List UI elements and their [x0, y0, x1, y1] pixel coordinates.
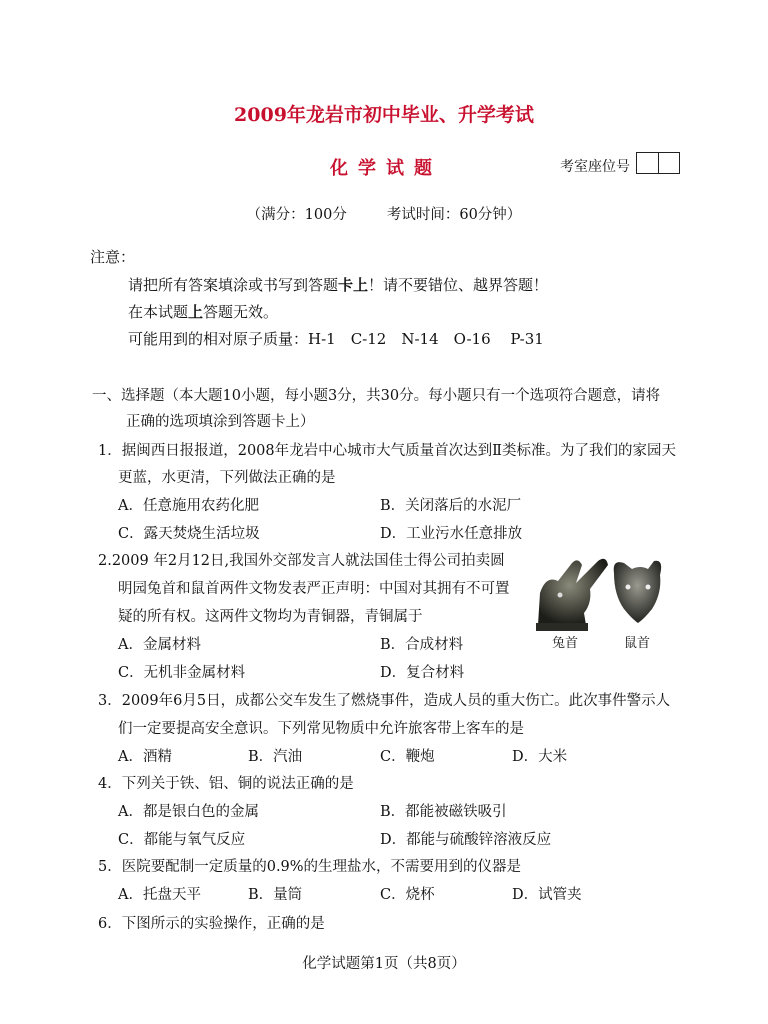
q1-option-a: A．任意施用农药化肥 [118, 498, 259, 514]
q2-option-b: B．合成材料 [380, 637, 464, 653]
q1-stem: 1．据闽西日报报道，2008年龙岩中心城市大气质量首次达到Ⅱ类标准。为了我们的家园天 [98, 443, 676, 459]
q2-option-d: D．复合材料 [380, 665, 465, 681]
q5-option-c: C．烧杯 [380, 887, 435, 903]
seat-digit-2[interactable] [659, 153, 680, 173]
q2-stem: 2.2009 年2月12日,我国外交部发言人就法国佳士得公司拍卖圆 [98, 553, 505, 569]
q4-option-c: C．都能与氧气反应 [118, 832, 246, 848]
subject-title: 化学试题 [330, 158, 442, 179]
q3-stem: 3．2009年6月5日，成都公交车发生了燃烧事件，造成人员的重大伤亡。此次事件警示人 [98, 693, 671, 709]
q4-stem: 4．下列关于铁、铝、铜的说法正确的是 [98, 776, 354, 792]
exam-meta [0, 203, 768, 224]
q2-option-a: A．金属材料 [118, 637, 201, 653]
q1-option-b: B．关闭落后的水泥厂 [380, 498, 522, 514]
q6-stem: 6．下图所示的实验操作，正确的是 [98, 916, 325, 932]
notice-line-1: 请把所有答案填涂或书写到答题卡上！请不要错位、越界答题！ [128, 276, 549, 294]
q4-option-b: B．都能被磁铁吸引 [380, 804, 507, 820]
q3-option-b: B．汽油 [248, 749, 303, 765]
q4-option-d: D．都能与硫酸锌溶液反应 [380, 832, 552, 848]
seat-number-box[interactable] [636, 152, 680, 174]
q3-option-a: A．酒精 [118, 749, 172, 765]
seat-number-label: 考室座位号 [560, 159, 630, 175]
rabbit-head-caption: 兔首 [552, 636, 579, 651]
q5-option-d: D．试管夹 [512, 887, 582, 903]
rabbit-head-icon [536, 559, 608, 631]
q4-option-a: A．都是银白色的金属 [118, 804, 259, 820]
notice-line-3: 可能用到的相对原子质量：H-1 C-12 N-14 O-16 P-31 [128, 330, 544, 348]
q3-option-d: D．大米 [512, 749, 568, 765]
q2-stem-cont-2: 疑的所有权。这两件文物均为青铜器，青铜属于 [118, 609, 423, 625]
q1-option-d: D．工业污水任意排放 [380, 526, 523, 542]
bronze-heads-figure [528, 553, 664, 653]
q3-stem-cont: 们一定要提高安全意识。下列常见物质中允许旅客带上客车的是 [118, 721, 524, 737]
q5-stem: 5．医院要配制一定质量的0.9%的生理盐水，不需要用到的仪器是 [98, 859, 522, 875]
exam-title: 2009年龙岩市初中毕业、升学考试 [234, 104, 534, 126]
notice-line-2: 在本试题上答题无效。 [128, 303, 279, 321]
q5-option-b: B．量筒 [248, 887, 303, 903]
seat-digit-1[interactable] [637, 153, 659, 173]
section-heading: 一、选择题（本大题10小题，每小题3分，共30分。每小题只有一个选项符合题意，请将 [92, 388, 661, 404]
q5-option-a: A．托盘天平 [118, 887, 201, 903]
rat-head-caption: 鼠首 [624, 636, 651, 651]
q3-option-c: C．鞭炮 [380, 749, 435, 765]
q2-stem-cont: 明园兔首和鼠首两件文物发表严正声明：中国对其拥有不可置 [118, 581, 510, 597]
rat-head-icon [614, 561, 661, 623]
full-score: （满分：100分 [246, 207, 347, 223]
q1-stem-cont: 更蓝，水更清，下列做法正确的是 [118, 470, 336, 486]
exam-time: 考试时间：60分钟） [386, 207, 522, 223]
notice-heading: 注意： [90, 248, 136, 266]
section-heading-cont: 正确的选项填涂到答题卡上） [126, 414, 315, 430]
q1-option-c: C．露天焚烧生活垃圾 [118, 526, 260, 542]
page-footer: 化学试题第1页（共8页） [302, 956, 466, 972]
q2-option-c: C．无机非金属材料 [118, 665, 246, 681]
bronze-heads-illustration [528, 553, 664, 653]
